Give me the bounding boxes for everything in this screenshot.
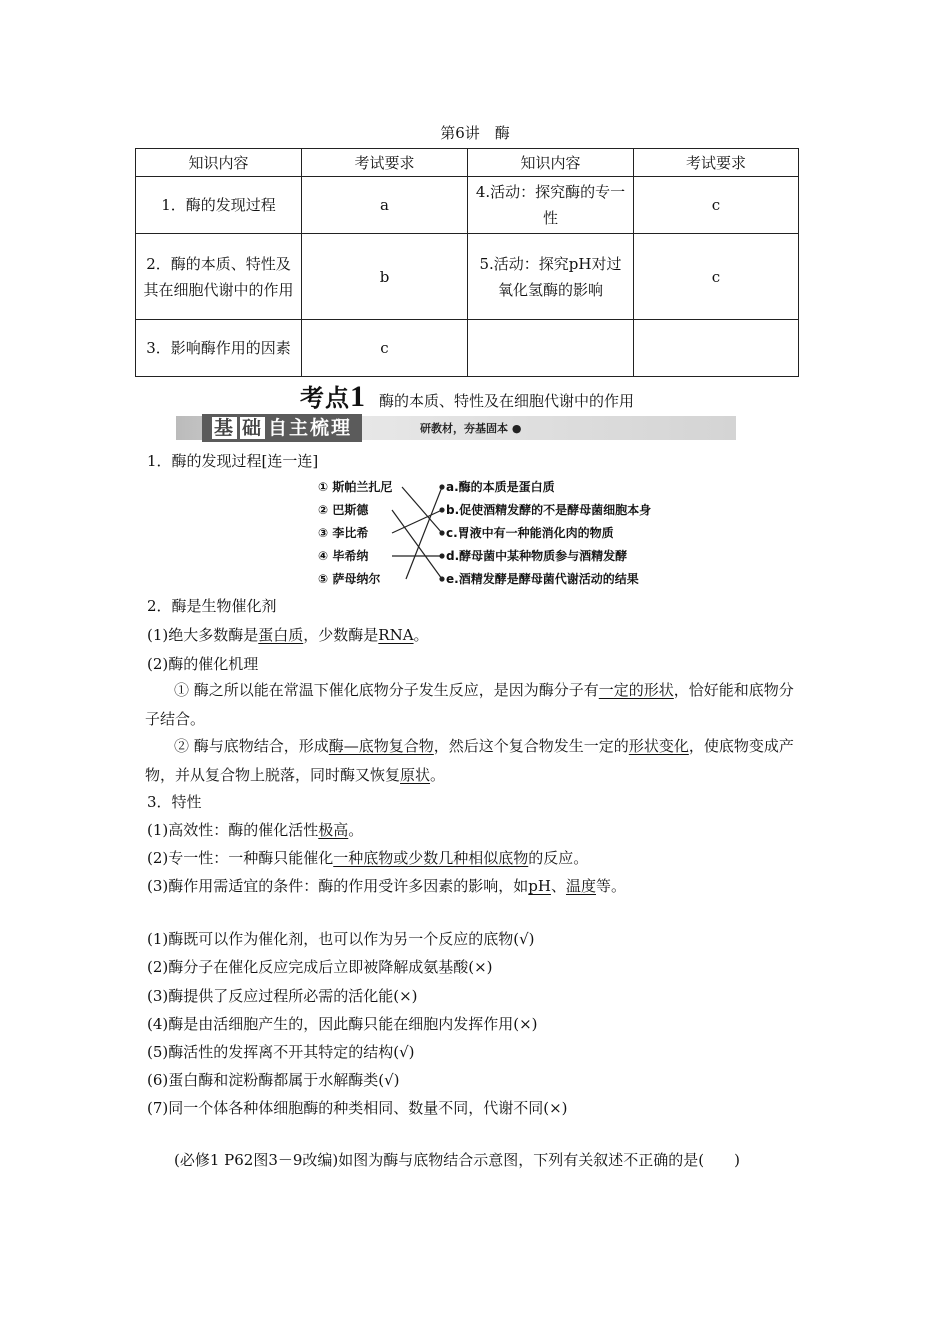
text: (3)酶作用需适宜的条件：酶的作用受许多因素的影响，如 [147,877,529,895]
judgment-item: (5)酶活性的发挥离不开其特定的结构(√) [147,1043,415,1061]
text: ，恰好能和底物分子结合。 [145,681,794,728]
text: 。 [348,821,364,839]
match-left-item: ② 巴斯德 [318,503,369,517]
table-cell [634,320,799,377]
text: 。 [413,626,429,644]
judgment-item: (3)酶提供了反应过程所必需的活化能(×) [147,987,418,1005]
requirements-table [135,148,799,377]
table-cell: c [634,234,799,320]
table-cell [468,320,634,377]
match-right-item: c.胃液中有一种能消化肉的物质 [446,526,614,540]
answer-underline: 原状 [400,766,431,784]
table-row [136,234,799,320]
text: (1)高效性：酶的催化活性 [147,821,319,839]
paragraph [147,847,588,868]
judgment-item: (2)酶分子在催化反应完成后立即被降解成氨基酸(×) [147,958,493,976]
judgment-item: (4)酶是由活细胞产生的，因此酶只能在细胞内发挥作用(×) [147,1015,538,1033]
question-text: (必修1 P62图3－9改编)如图为酶与底物结合示意图，下列有关叙述不正确的是( ) [174,1151,740,1169]
paragraph: (2)酶的催化机理 [147,655,259,673]
match-left-item: ④ 毕希纳 [318,549,369,563]
text: 、 [550,877,566,895]
paragraph [147,624,429,645]
text: ，使底物变成产物，并从复合物上脱落，同时酶又恢复 [145,737,794,784]
table-cell: 1．酶的发现过程 [136,177,302,234]
heading-3: 3．特性 [147,793,202,811]
match-left-item: ⑤ 萨母纳尔 [318,572,381,586]
table-cell: 2．酶的本质、特性及其在细胞代谢中的作用 [136,234,302,320]
table-cell: a [302,177,468,234]
table-header: 考试要求 [302,149,468,177]
section-badge-text: 自主梳理 [268,417,353,439]
kaodian-number: 1 [350,380,365,413]
match-right-item: a.酶的本质是蛋白质 [446,480,555,494]
page-title: 第6讲 酶 [440,124,510,142]
answer-underline: 蛋白质 [258,626,304,644]
text: ① 酶之所以能在常温下催化底物分子发生反应，是因为酶分子有 [174,681,599,699]
paragraph [147,819,363,840]
table-row [136,320,799,377]
match-left-item: ① 斯帕兰扎尼 [318,480,393,494]
kaodian-heading [300,378,634,414]
kaodian-text: 酶的本质、特性及在细胞代谢中的作用 [379,392,635,410]
match-right-item: e.酒精发酵是酵母菌代谢活动的结果 [446,572,639,586]
heading-1: 1．酶的发现过程[连一连] [147,452,319,470]
table-cell: 5.活动：探究pH对过氧化氢酶的影响 [468,234,634,320]
section-badge-char: 础 [242,417,264,439]
text: ，少数酶是 [303,626,379,644]
table-header: 知识内容 [468,149,634,177]
matching-diagram [318,476,678,591]
answer-underline: 一定的形状 [598,681,674,699]
paragraph [145,732,805,790]
judgment-item: (6)蛋白酶和淀粉酶都属于水解酶类(√) [147,1071,400,1089]
table-row [136,177,799,234]
judgment-item: (1)酶既可以作为催化剂，也可以作为另一个反应的底物(√) [147,930,535,948]
match-left-item: ③ 李比希 [318,526,369,540]
match-right-item: b.促使酒精发酵的不是酵母菌细胞本身 [446,503,652,517]
text: 等。 [595,877,626,895]
table-cell: c [634,177,799,234]
answer-underline: 一种底物或少数几种相似底物 [333,849,529,867]
answer-underline: 形状变化 [628,737,689,755]
table-header-row [136,149,799,177]
heading-2: 2．酶是生物催化剂 [147,597,277,615]
text: 。 [430,766,446,784]
table-cell: 3．影响酶作用的因素 [136,320,302,377]
table-cell: b [302,234,468,320]
answer-underline: pH [528,877,551,895]
section-badge [202,414,362,442]
answer-underline: 极高 [318,821,349,839]
section-badge-char: 基 [214,417,236,439]
text: (1)绝大多数酶是 [147,626,259,644]
section-motto [420,420,521,436]
answer-underline: 温度 [565,877,596,895]
table-cell: 4.活动：探究酶的专一性 [468,177,634,234]
judgment-item: (7)同一个体各种体细胞酶的种类相同、数量不同，代谢不同(×) [147,1099,568,1117]
text: ，然后这个复合物发生一定的 [433,737,629,755]
answer-underline: 酶—底物复合物 [328,737,434,755]
paragraph [147,875,626,896]
section-motto-text: 研教材，夯基固本 [420,422,508,435]
table-header: 知识内容 [136,149,302,177]
table-header: 考试要求 [634,149,799,177]
text: 的反应。 [528,849,589,867]
paragraph [145,676,805,734]
answer-underline: RNA [378,626,414,644]
match-right-item: d.酵母菌中某种物质参与酒精发酵 [446,549,628,563]
kaodian-label: 考点 [300,383,350,412]
text: ② 酶与底物结合，形成 [174,737,329,755]
bullet-icon: ● [511,422,522,435]
text: (2)专一性：一种酶只能催化 [147,849,334,867]
table-cell: c [302,320,468,377]
